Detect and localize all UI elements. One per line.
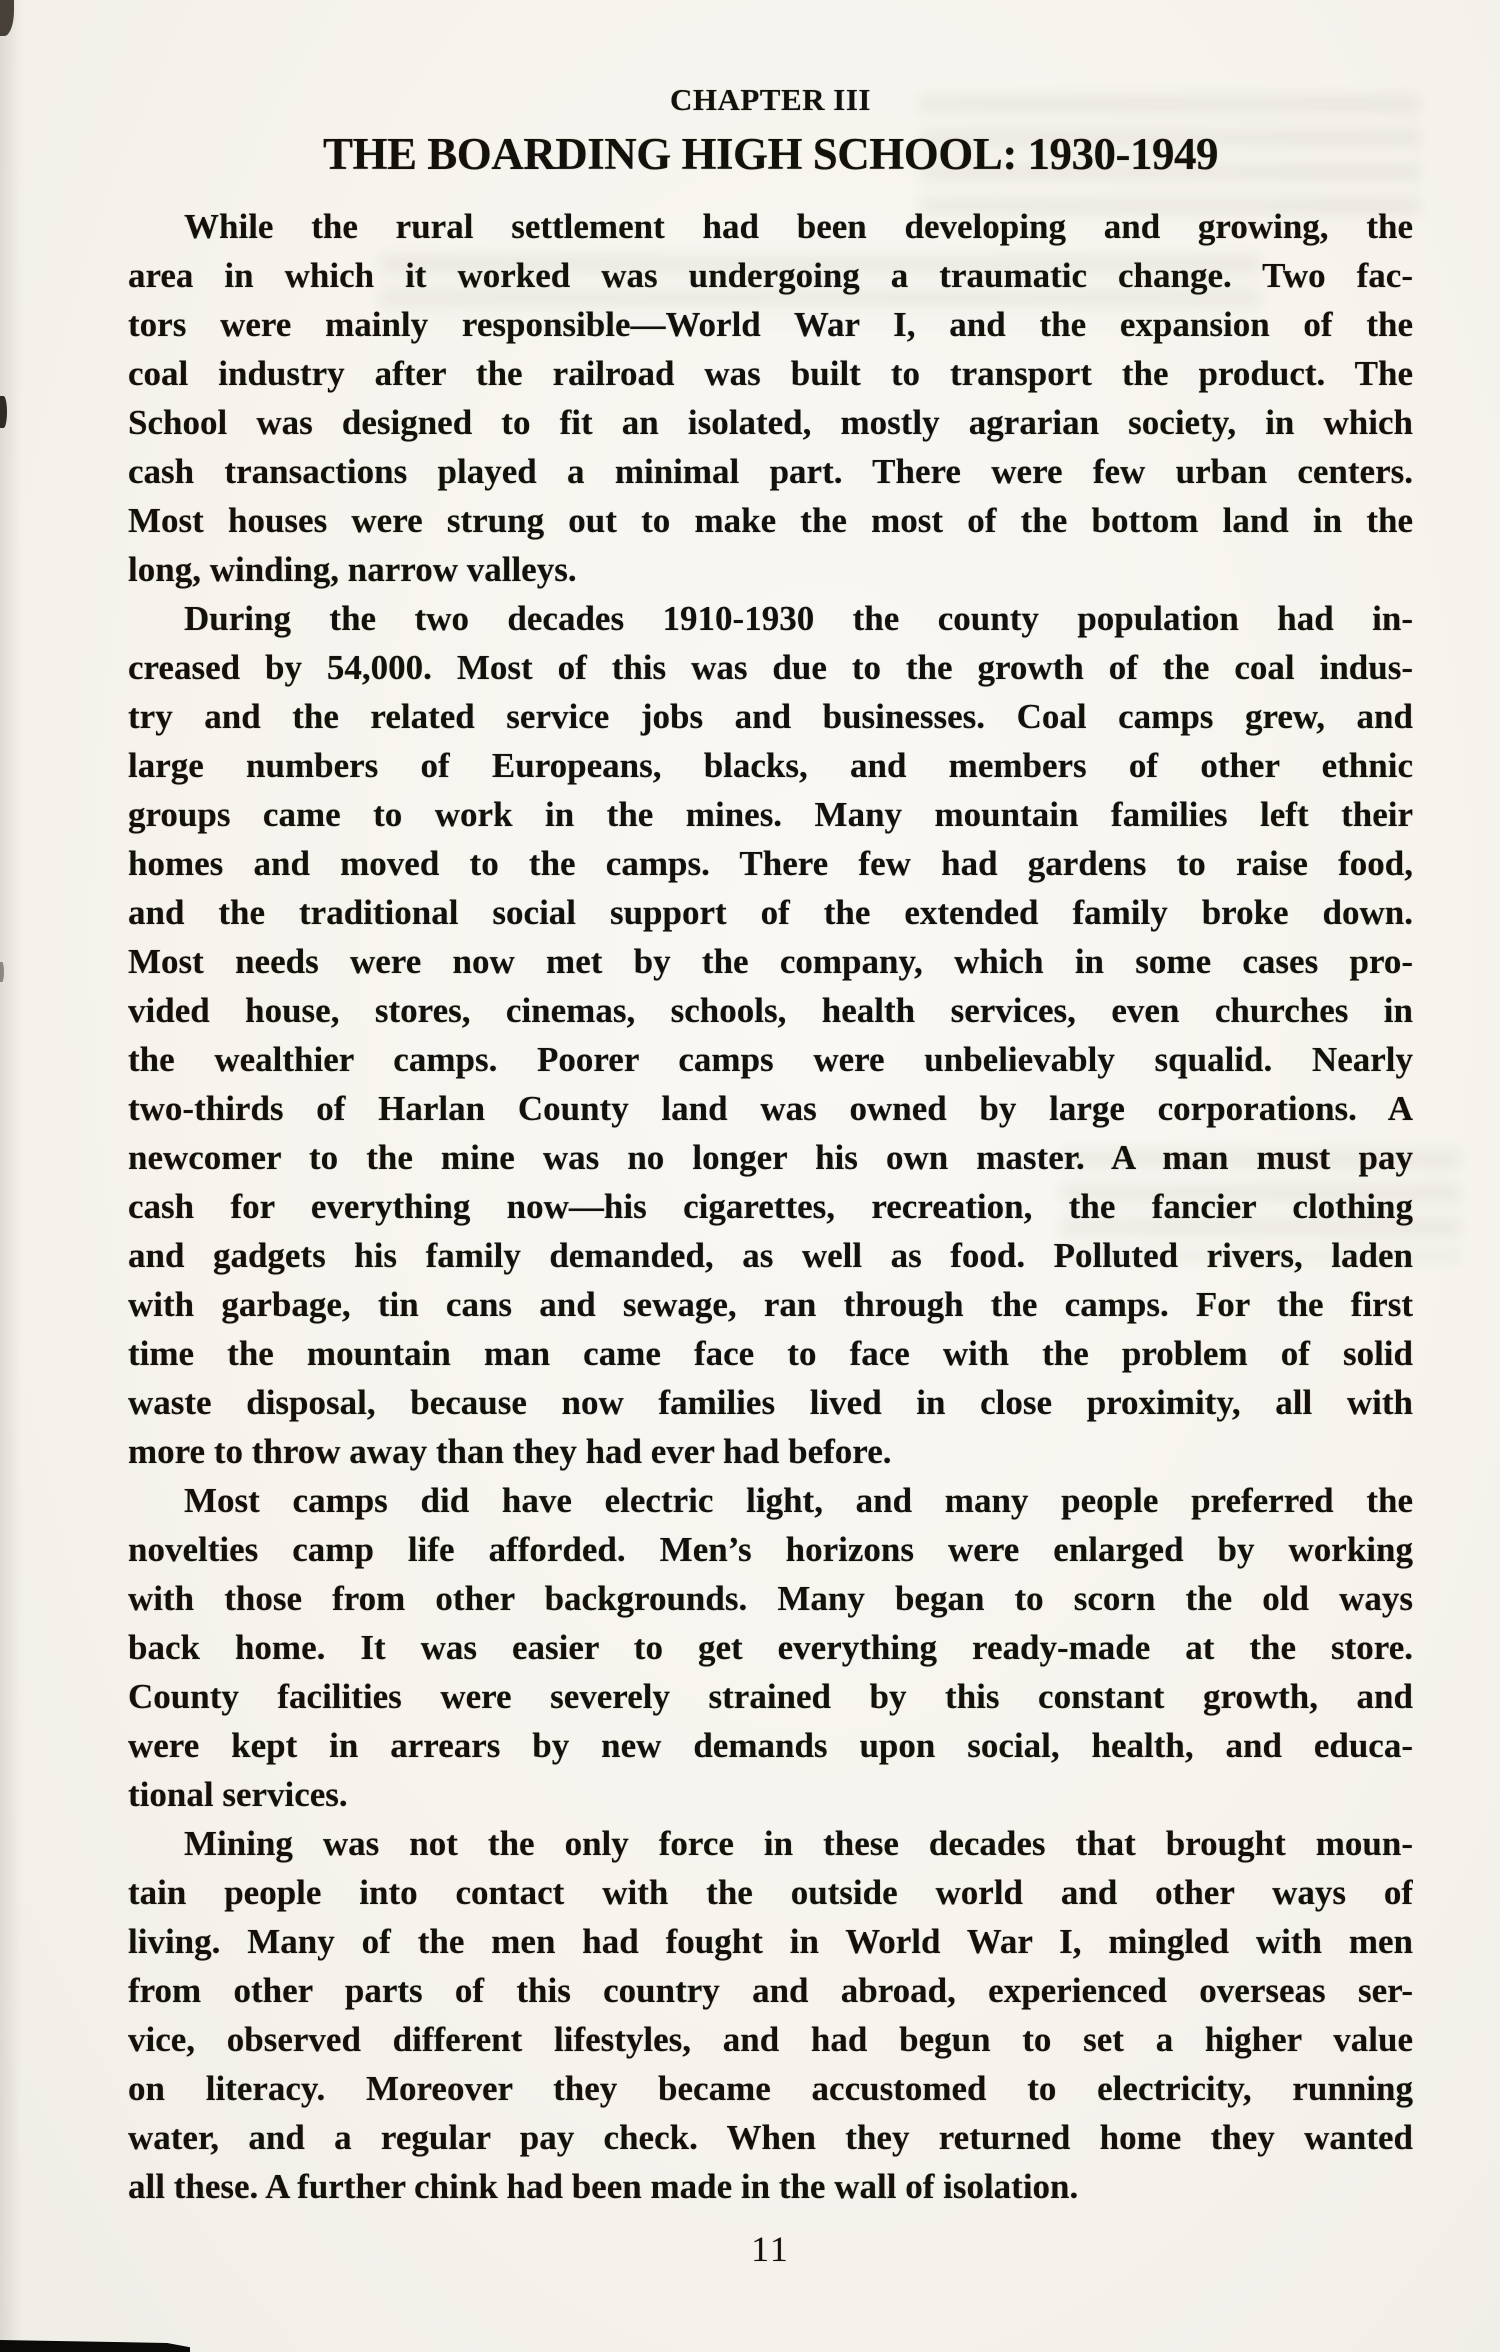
- body-line: and the traditional social support of the extended family broke down.: [128, 893, 1413, 932]
- body-line: Most houses were strung out to make the most of the bottom land in the: [128, 501, 1413, 540]
- body-line: newcomer to the mine was no longer his own master. A man must pay: [128, 1138, 1413, 1177]
- body-line: During the two decades 1910-1930 the county population had in-: [184, 599, 1413, 638]
- body-line: tors were mainly responsible—World War I, and the expansion of the: [128, 305, 1413, 344]
- paragraph: [128, 1819, 1413, 2211]
- body-line: While the rural settlement had been developing and growing, the: [184, 207, 1413, 246]
- body-line: creased by 54,000. Most of this was due to the growth of the coal indus-: [128, 648, 1413, 687]
- body-line: were kept in arrears by new demands upon social, health, and educa-: [128, 1726, 1413, 1765]
- paragraph: [128, 594, 1413, 1476]
- body-line: novelties camp life afforded. Men’s horizons were enlarged by working: [128, 1530, 1413, 1569]
- body-line: tional services.: [128, 1775, 348, 1814]
- body-line: long, winding, narrow valleys.: [128, 550, 577, 589]
- body-text: [128, 202, 1413, 2211]
- body-line: groups came to work in the mines. Many mountain families left their: [128, 795, 1413, 834]
- body-line: homes and moved to the camps. There few had gardens to raise food,: [128, 844, 1413, 883]
- body-line: waste disposal, because now families lived in close proximity, all with: [128, 1383, 1413, 1422]
- scan-bottom-bar-artifact: [0, 2340, 190, 2352]
- body-line: all these. A further chink had been made in the wall of isolation.: [128, 2167, 1079, 2206]
- body-line: vice, observed different lifestyles, and had begun to set a higher value: [128, 2020, 1413, 2059]
- chapter-heading: CHAPTER III: [669, 82, 871, 117]
- body-line: School was designed to fit an isolated, mostly agrarian society, in which: [128, 403, 1413, 442]
- body-line: area in which it worked was undergoing a traumatic change. Two fac-: [128, 256, 1413, 295]
- body-line: Mining was not the only force in these decades that brought moun-: [184, 1824, 1413, 1863]
- body-line: tain people into contact with the outside world and other ways of: [128, 1873, 1413, 1912]
- page-title: THE BOARDING HIGH SCHOOL: 1930-1949: [322, 129, 1219, 179]
- paragraph: [128, 202, 1413, 594]
- body-line: with those from other backgrounds. Many began to scorn the old ways: [128, 1579, 1413, 1618]
- page-number: 11: [751, 2229, 790, 2269]
- body-line: Most camps did have electric light, and many people preferred the: [184, 1481, 1413, 1520]
- scan-edge-tick: [0, 962, 4, 982]
- body-line: coal industry after the railroad was built to transport the product. The: [128, 354, 1413, 393]
- body-line: Most needs were now met by the company, which in some cases pro-: [128, 942, 1413, 981]
- body-line: with garbage, tin cans and sewage, ran through the camps. For the first: [128, 1285, 1413, 1324]
- body-line: back home. It was easier to get everything ready-made at the store.: [128, 1628, 1413, 1667]
- scan-edge-tick: [0, 396, 7, 428]
- scan-edge-shading: [0, 0, 22, 2352]
- body-line: time the mountain man came face to face with the problem of solid: [128, 1334, 1413, 1373]
- body-line: more to throw away than they had ever had before.: [128, 1432, 892, 1471]
- body-line: cash transactions played a minimal part. There were few urban centers.: [128, 452, 1413, 491]
- body-line: living. Many of the men had fought in World War I, mingled with men: [128, 1922, 1413, 1961]
- body-line: and gadgets his family demanded, as well as food. Polluted rivers, laden: [128, 1236, 1413, 1275]
- body-line: large numbers of Europeans, blacks, and members of other ethnic: [128, 746, 1413, 785]
- body-line: cash for everything now—his cigarettes, recreation, the fancier clothing: [128, 1187, 1413, 1226]
- scan-corner-mark: [0, 0, 14, 36]
- body-line: try and the related service jobs and businesses. Coal camps grew, and: [128, 697, 1413, 736]
- body-line: the wealthier camps. Poorer camps were unbelievably squalid. Nearly: [128, 1040, 1413, 1079]
- body-line: from other parts of this country and abroad, experienced overseas ser-: [128, 1971, 1413, 2010]
- body-line: County facilities were severely strained by this constant growth, and: [128, 1677, 1413, 1716]
- body-line: two-thirds of Harlan County land was owned by large corporations. A: [128, 1089, 1413, 1128]
- body-line: vided house, stores, cinemas, schools, health services, even churches in: [128, 991, 1413, 1030]
- body-line: on literacy. Moreover they became accustomed to electricity, running: [128, 2069, 1413, 2108]
- paragraph: [128, 1476, 1413, 1819]
- body-line: water, and a regular pay check. When they returned home they wanted: [128, 2118, 1413, 2157]
